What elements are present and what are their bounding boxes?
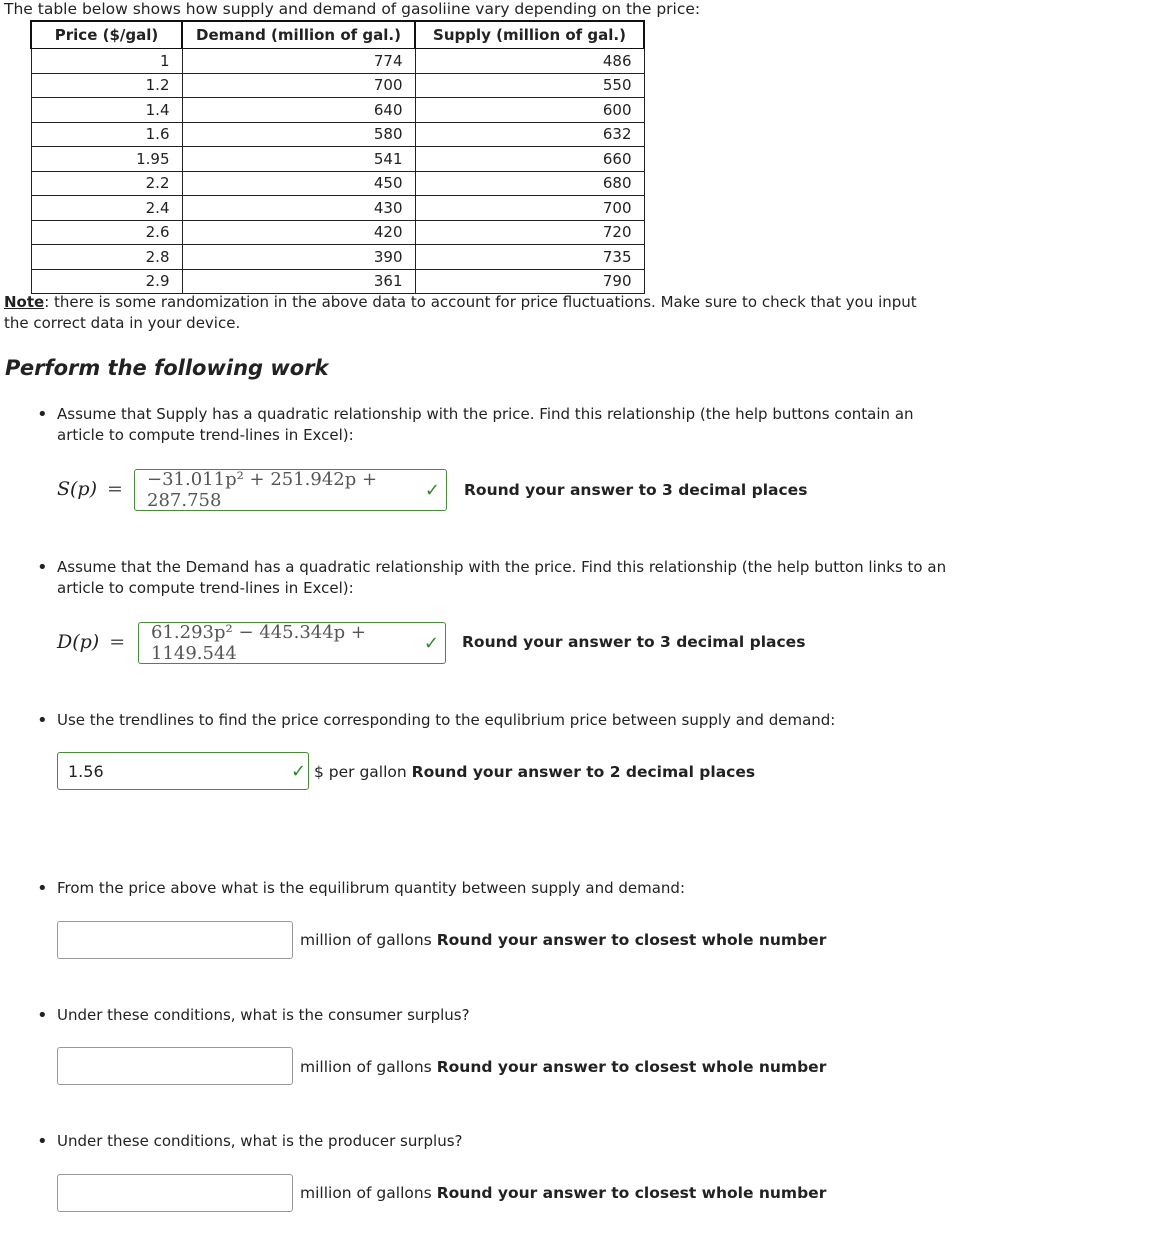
quantity-round-hint: Round your answer to closest whole number (436, 931, 827, 949)
price-round-hint: Round your answer to 2 decimal places (411, 763, 756, 781)
section-title: Perform the following work (5, 356, 329, 380)
note-text: : there is some randomization in the above data to account for price fluctuations. Make sure to check that you input the correct data in your device. (4, 293, 917, 332)
demand-cell: 774 (182, 49, 415, 74)
table-row (31, 49, 644, 74)
price-cell: 2.8 (31, 245, 182, 270)
price-cell: 2.9 (31, 269, 182, 294)
supply-demand-table (30, 20, 645, 294)
table-row (31, 171, 644, 196)
correct-check-icon: ✓ (423, 632, 439, 654)
equals-sign: = (107, 478, 123, 500)
intro-text: The table below shows how supply and demand of gasoliine vary depending on the price: (4, 0, 701, 18)
supply-answer-field[interactable] (134, 469, 447, 511)
demand-round-hint: Round your answer to 3 decimal places (462, 633, 806, 651)
demand-cell: 700 (182, 73, 415, 98)
equilibrium-quantity-input[interactable] (57, 921, 293, 959)
supply-cell: 660 (415, 147, 644, 172)
demand-cell: 580 (182, 122, 415, 147)
demand-function-label (57, 631, 125, 653)
table-row (31, 147, 644, 172)
table-header-row (31, 21, 644, 49)
price-cell: 1.4 (31, 98, 182, 123)
col-header-supply: Supply (million of gal.) (415, 21, 644, 49)
question-consumer-surplus-text: • Under these conditions, what is the consumer surplus? (57, 1005, 947, 1026)
table-row (31, 196, 644, 221)
supply-function-label (57, 478, 123, 500)
price-cell: 2.4 (31, 196, 182, 221)
quantity-unit-hint (300, 931, 826, 949)
correct-check-icon: ✓ (424, 479, 440, 501)
table-row (31, 73, 644, 98)
supply-answer-value: −31.011p² + 251.942p + 287.758 (147, 469, 378, 511)
supply-cell: 700 (415, 196, 644, 221)
price-cell: 1.2 (31, 73, 182, 98)
table-row (31, 245, 644, 270)
demand-cell: 361 (182, 269, 415, 294)
correct-check-icon: ✓ (291, 761, 307, 782)
price-cell: 1.6 (31, 122, 182, 147)
question-price-text: • Use the trendlines to find the price corresponding to the equlibrium price between supply and demand: (57, 710, 947, 731)
demand-cell: 640 (182, 98, 415, 123)
demand-label-text: D(p) (57, 631, 100, 653)
supply-cell: 680 (415, 171, 644, 196)
price-unit-hint (314, 763, 755, 781)
producer-round-hint: Round your answer to closest whole number (436, 1184, 827, 1202)
consumer-unit: million of gallons (300, 1058, 432, 1076)
producer-surplus-input[interactable] (57, 1174, 293, 1212)
consumer-unit-hint (300, 1058, 826, 1076)
demand-cell: 430 (182, 196, 415, 221)
supply-cell: 486 (415, 49, 644, 74)
quantity-unit: million of gallons (300, 931, 432, 949)
consumer-surplus-input[interactable] (57, 1047, 293, 1085)
note-label: Note (4, 293, 45, 311)
question-producer-surplus-text: • Under these conditions, what is the producer surplus? (57, 1131, 947, 1152)
table-row (31, 269, 644, 294)
supply-cell: 632 (415, 122, 644, 147)
supply-cell: 790 (415, 269, 644, 294)
col-header-demand: Demand (million of gal.) (182, 21, 415, 49)
price-cell: 1 (31, 49, 182, 74)
note (4, 292, 944, 334)
question-demand-text: • Assume that the Demand has a quadratic relationship with the price. Find this relationship (the help button links to an article to compute trend-lines in Excel): (57, 557, 947, 599)
supply-cell: 735 (415, 245, 644, 270)
producer-unit: million of gallons (300, 1184, 432, 1202)
equilibrium-price-value: 1.56 (68, 761, 104, 781)
supply-cell: 550 (415, 73, 644, 98)
demand-cell: 390 (182, 245, 415, 270)
consumer-round-hint: Round your answer to closest whole number (436, 1058, 827, 1076)
price-cell: 2.2 (31, 171, 182, 196)
table-row (31, 220, 644, 245)
producer-unit-hint (300, 1184, 826, 1202)
demand-answer-value: 61.293p² − 445.344p + 1149.544 (151, 622, 367, 664)
equilibrium-price-input[interactable] (57, 752, 309, 790)
price-cell: 1.95 (31, 147, 182, 172)
demand-cell: 420 (182, 220, 415, 245)
question-quantity-text: • From the price above what is the equilibrum quantity between supply and demand: (57, 878, 947, 899)
col-header-price: Price ($/gal) (31, 21, 182, 49)
supply-round-hint: Round your answer to 3 decimal places (464, 481, 808, 499)
supply-label-text: S(p) (57, 478, 98, 500)
question-supply-text: • Assume that Supply has a quadratic relationship with the price. Find this relationship (the help buttons contain an article to compute trend-lines in Excel): (57, 404, 947, 446)
supply-cell: 720 (415, 220, 644, 245)
table-row (31, 98, 644, 123)
table-row (31, 122, 644, 147)
demand-cell: 541 (182, 147, 415, 172)
demand-cell: 450 (182, 171, 415, 196)
price-cell: 2.6 (31, 220, 182, 245)
demand-answer-field[interactable] (138, 622, 446, 664)
price-unit: $ per gallon (314, 763, 407, 781)
equals-sign: = (109, 631, 126, 653)
supply-cell: 600 (415, 98, 644, 123)
